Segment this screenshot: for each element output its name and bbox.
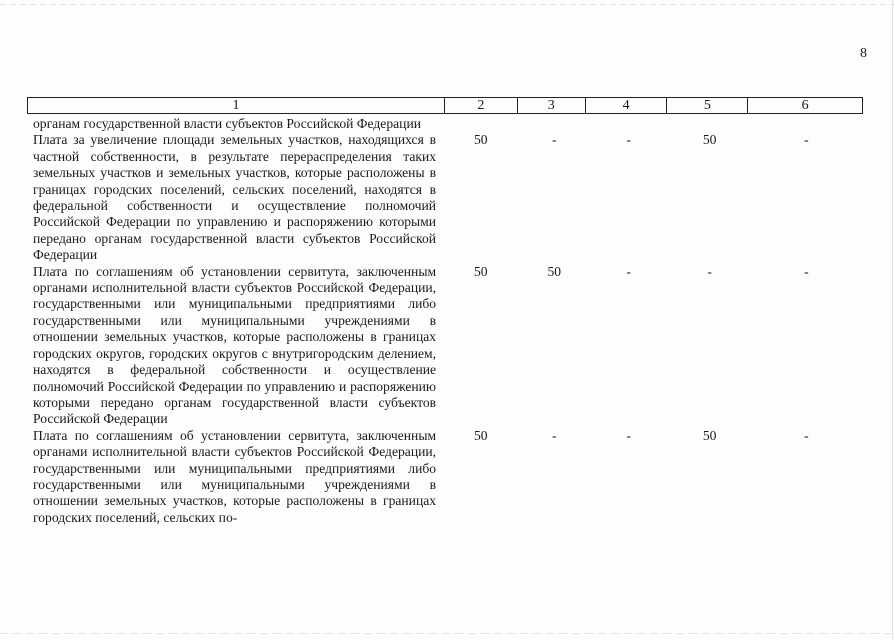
- row-value-col-5: 50: [702, 132, 717, 148]
- column-header-5: 5: [667, 98, 748, 113]
- row-value-col-6: -: [804, 427, 809, 443]
- row-value-col-6: -: [804, 132, 809, 148]
- table-row: [33, 132, 863, 263]
- scan-edge-top: [0, 4, 895, 5]
- row-value-col-2: 50: [473, 427, 488, 443]
- row-description: органам государственной власти субъектов Российской Федерации: [33, 116, 421, 131]
- column-header-1: 1: [28, 98, 445, 113]
- scan-edge-right: [892, 0, 893, 640]
- column-header-2: 2: [445, 98, 518, 113]
- table-row: [33, 428, 863, 526]
- row-value-col-3: -: [551, 427, 557, 443]
- row-value-col-5: 50: [702, 427, 717, 443]
- page-number: 8: [860, 46, 867, 61]
- column-header-3: 3: [518, 98, 586, 113]
- row-description: Плата за увеличение площади земельных участков, находящихся в частной собственности, в результате перераспределения таких земельных участков и земельных участков, которые расположены в границах городских поселений, сельских поселений, находятся в федеральной собственности и осуществление полномочий Российской Федерации по управлению и распоряжению которыми передано органам государственной власти субъектов Российской Федерации: [33, 132, 437, 263]
- row-value-col-3: -: [551, 132, 557, 148]
- row-value-col-2: 50: [473, 263, 488, 279]
- column-header-4: 4: [586, 98, 668, 113]
- row-value-col-2: 50: [473, 132, 488, 148]
- scan-edge-bottom: [0, 633, 895, 634]
- table-row: [33, 264, 863, 428]
- row-value-col-4: -: [626, 132, 631, 148]
- table-column-header-row: [27, 97, 863, 114]
- table-row: [33, 116, 863, 132]
- row-value-col-6: -: [804, 263, 809, 279]
- table-body: [33, 116, 863, 526]
- row-value-col-5: -: [707, 263, 712, 279]
- row-description: Плата по соглашениям об установлении сервитута, заключенным органами исполнительной власти субъектов Российской Федерации, государственными или муниципальными предприятиями либо государственными или муниципальными учреждениями в отношении земельных участков, которые расположены в границах городских поселений, сельских по-: [33, 427, 437, 525]
- row-value-col-4: -: [626, 263, 631, 279]
- row-value-col-4: -: [626, 427, 631, 443]
- row-description: Плата по соглашениям об установлении сервитута, заключенным органами исполнительной власти субъектов Российской Федерации, государственными или муниципальными предприятиями либо государственными или муниципальными учреждениями в отношении земельных участков, которые расположены в границах городских округов, городских округов с внутригородским делением, находятся в федеральной собственности и осуществление полномочий Российской Федерации по управлению и распоряжению которыми передано органам государственной власти субъектов Российской Федерации: [33, 263, 437, 427]
- row-value-col-3: 50: [547, 263, 562, 279]
- column-header-6: 6: [801, 98, 809, 113]
